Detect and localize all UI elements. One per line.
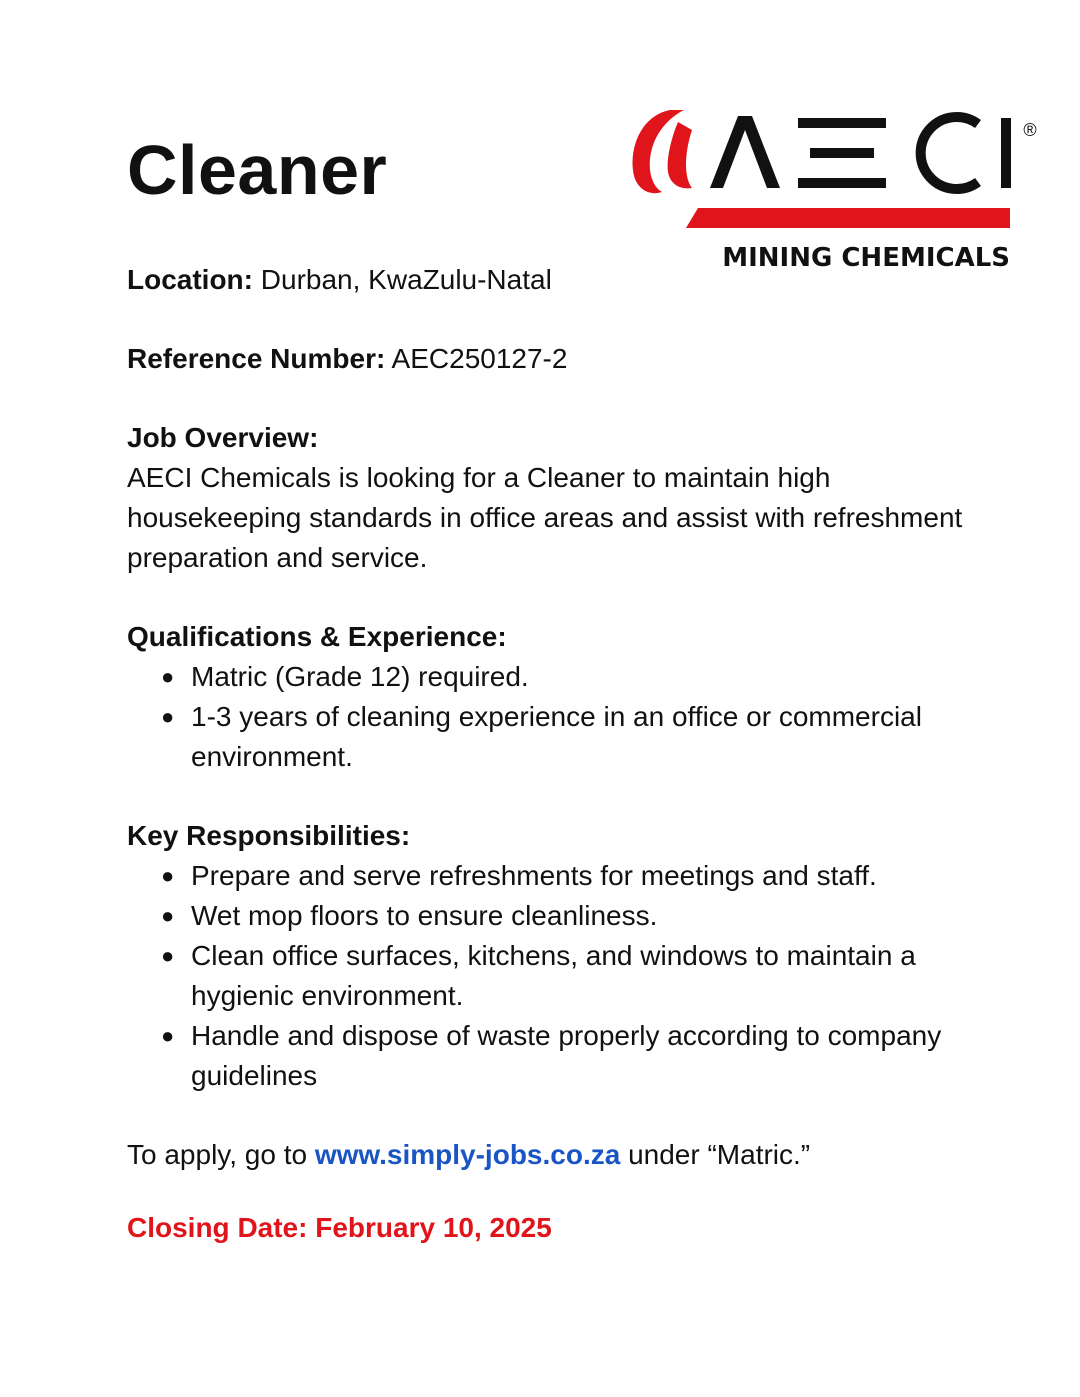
job-details bbox=[127, 260, 967, 1248]
closing-date: Closing Date: February 10, 2025 bbox=[127, 1212, 552, 1243]
list-item: ● Prepare and serve refreshments for meetings and staff. bbox=[127, 856, 967, 896]
apply-prefix: To apply, go to bbox=[127, 1139, 315, 1170]
location-line bbox=[127, 260, 967, 300]
company-logo bbox=[626, 108, 1046, 278]
reference-value: AEC250127-2 bbox=[385, 343, 568, 374]
list-item: ● Handle and dispose of waste properly according to company guidelines bbox=[127, 1016, 967, 1096]
location-label: Location: bbox=[127, 264, 253, 295]
list-item: ● Clean office surfaces, kitchens, and windows to maintain a hygienic environment. bbox=[127, 936, 967, 1016]
overview-text: AECI Chemicals is looking for a Cleaner to maintain high housekeeping standards in office areas and assist with refreshment preparation and service. bbox=[127, 462, 963, 573]
responsibilities-heading: Key Responsibilities: bbox=[127, 820, 411, 851]
list-item: ● Wet mop floors to ensure cleanliness. bbox=[127, 896, 967, 936]
aeci-logo-icon bbox=[626, 108, 1046, 278]
location-value: Durban, KwaZulu-Natal bbox=[253, 264, 552, 295]
list-item: ● 1-3 years of cleaning experience in an office or commercial environment. bbox=[127, 697, 967, 777]
overview-heading: Job Overview: bbox=[127, 422, 319, 453]
qualifications-heading: Qualifications & Experience: bbox=[127, 621, 507, 652]
job-title: Cleaner bbox=[127, 131, 388, 209]
apply-line bbox=[127, 1135, 967, 1175]
registered-mark: ® bbox=[1023, 120, 1037, 140]
responsibilities-list bbox=[127, 856, 967, 1096]
reference-label: Reference Number: bbox=[127, 343, 386, 374]
apply-suffix: under “Matric.” bbox=[620, 1139, 811, 1170]
reference-line bbox=[127, 339, 967, 379]
list-item: ● Matric (Grade 12) required. bbox=[127, 657, 967, 697]
logo-tagline: MINING CHEMICALS bbox=[722, 243, 1010, 273]
qualifications-list bbox=[127, 657, 967, 777]
apply-link[interactable]: www.simply-jobs.co.za bbox=[314, 1139, 621, 1170]
